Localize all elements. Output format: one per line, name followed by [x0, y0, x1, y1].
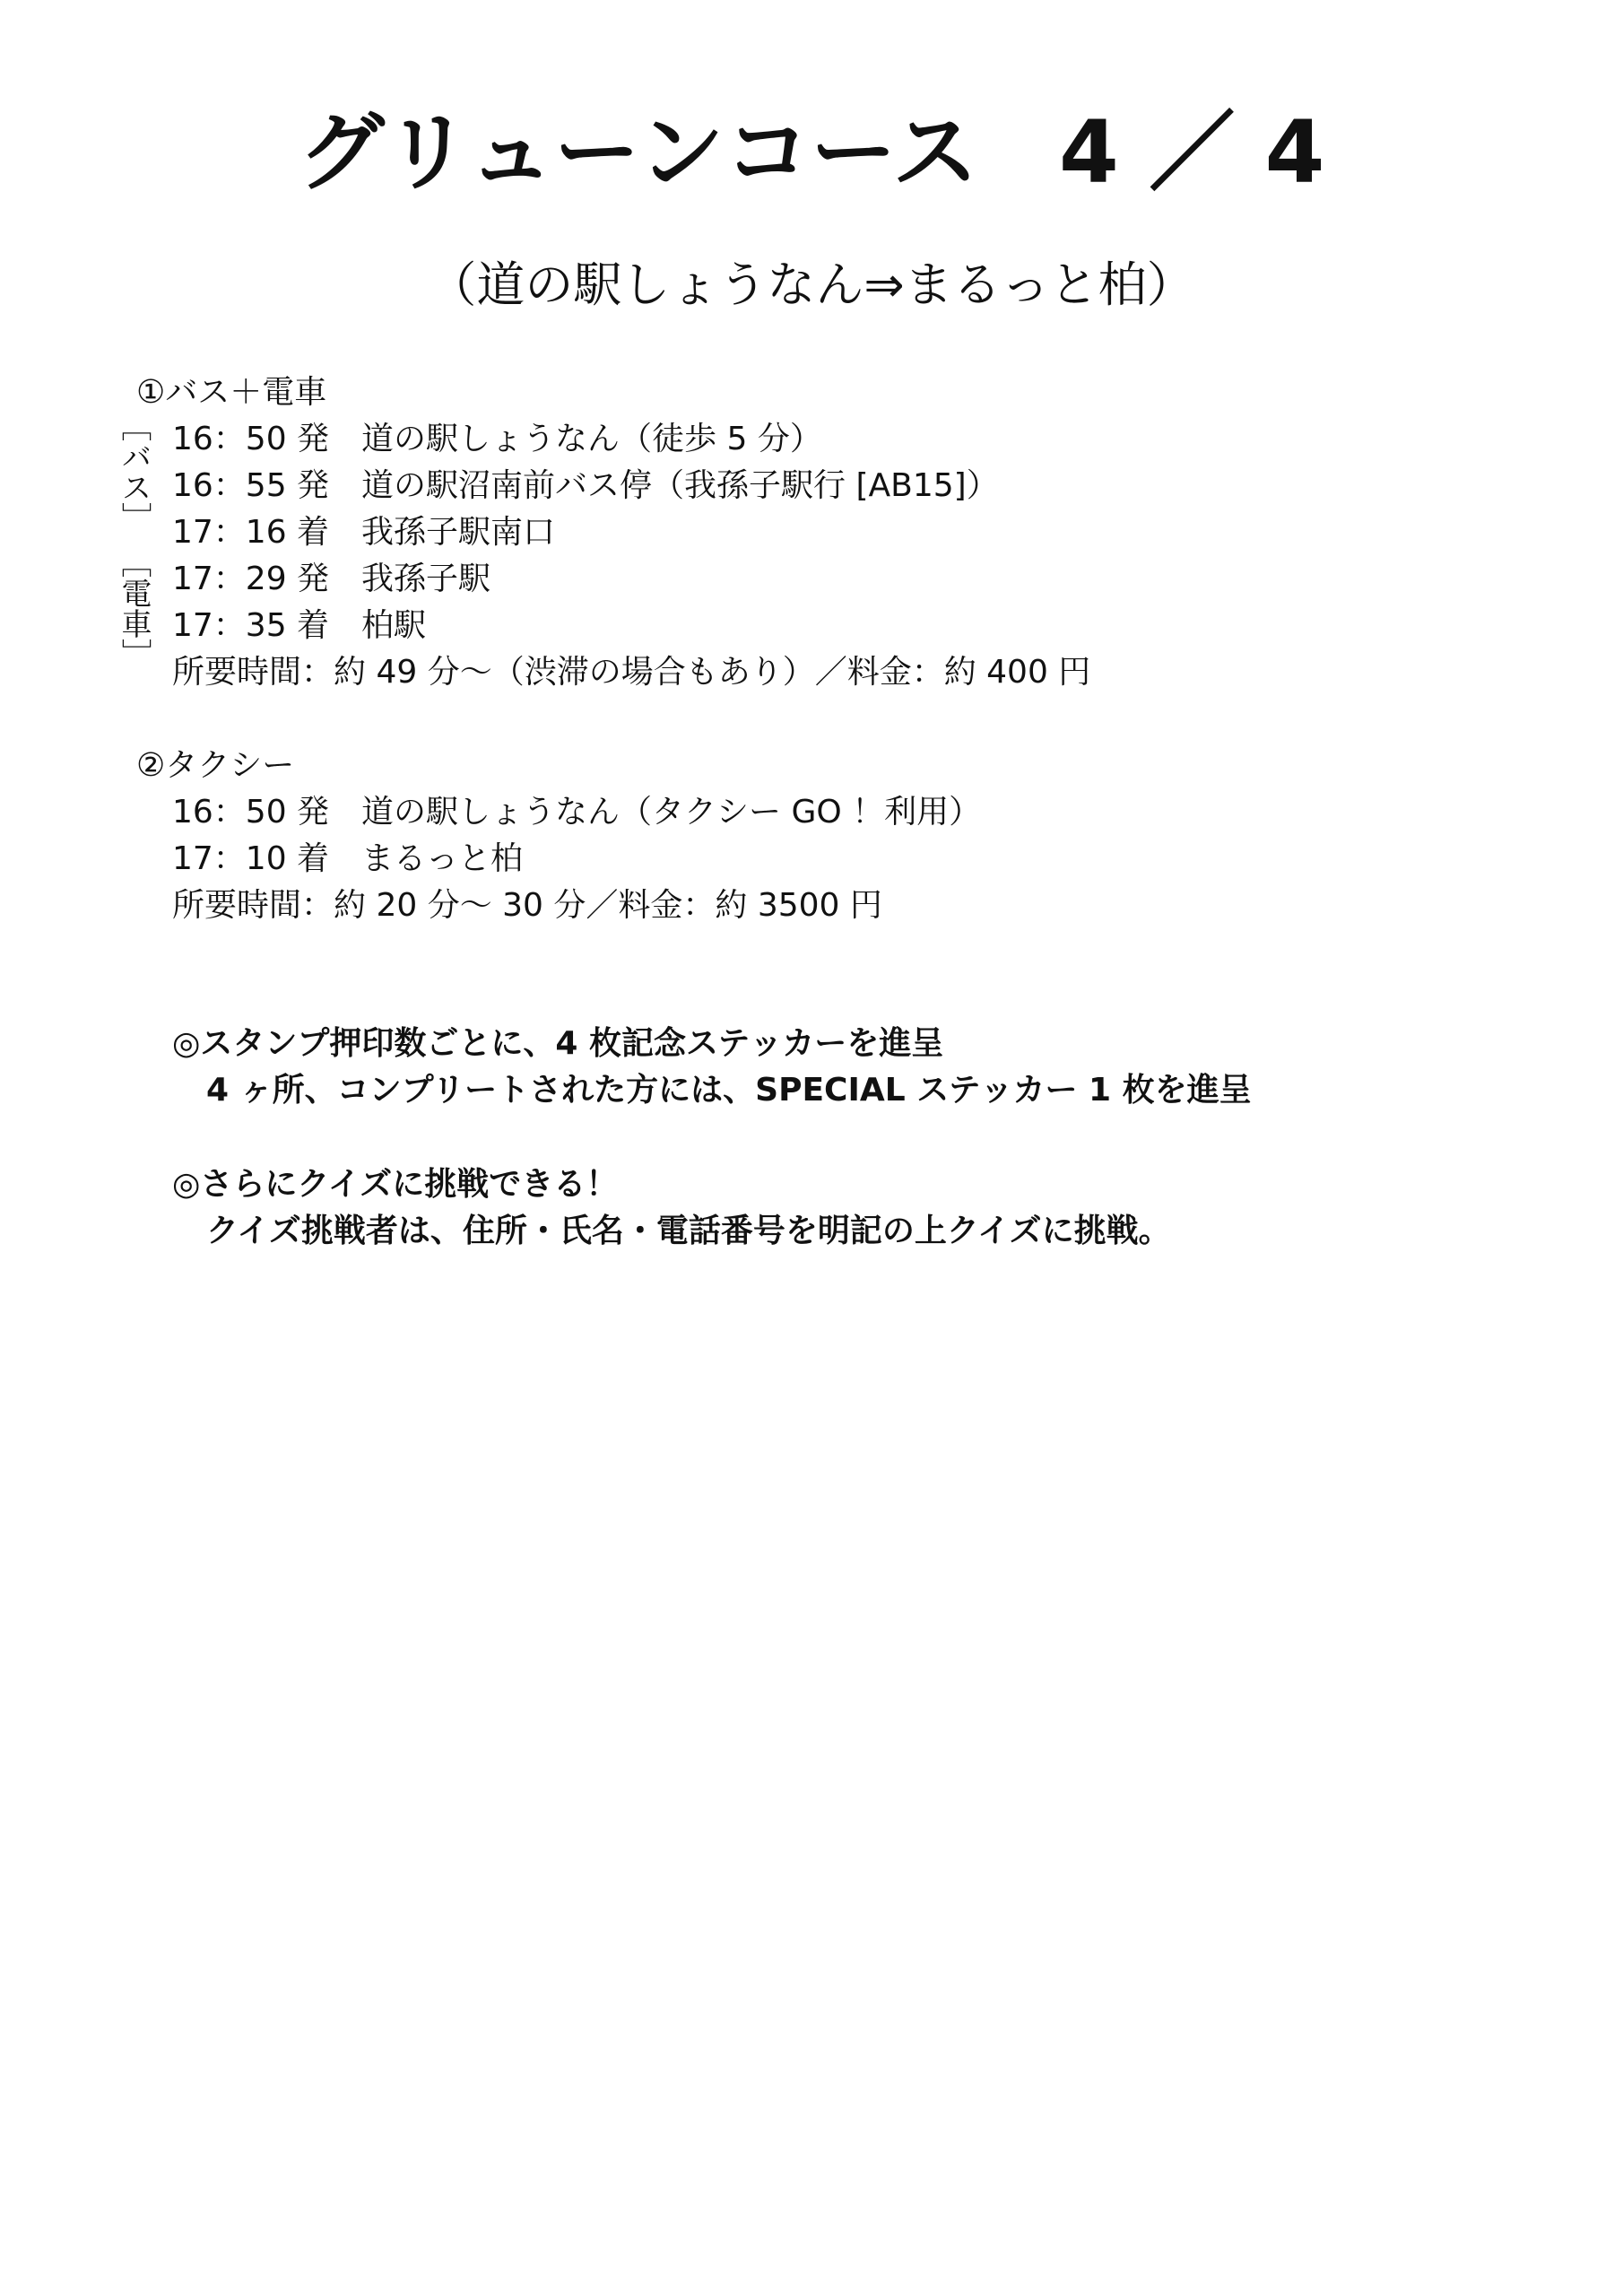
timetable-line: 16：55 発 道の駅沼南前バス停（我孫子駅行 [AB15]）	[172, 467, 999, 504]
route-taxi	[136, 743, 1535, 929]
timetable-line: 17：16 着 我孫子駅南口	[172, 514, 556, 551]
stamp-sticker-note	[172, 1021, 1571, 1114]
side-label-bus: ［バス］	[116, 411, 152, 533]
timetable-line: 16：50 発 道の駅しょうなん（タクシー GO ！利用）	[172, 794, 982, 831]
duration-fare-line: 所要時間：約 20 分～ 30 分／料金：約 3500 円	[172, 887, 882, 924]
note-line: ◎さらにクイズに挑戦できる！	[172, 1166, 619, 1203]
route-heading: ①バス＋電車	[136, 374, 327, 411]
timetable-line: 17：29 発 我孫子駅	[172, 561, 491, 597]
note-line: ◎スタンプ押印数ごとに、4 枚記念ステッカーを進呈	[172, 1025, 944, 1062]
route-bus-train	[136, 370, 1535, 696]
note-line: クイズ挑戦者は、住所・氏名・電話番号を明記の上クイズに挑戦。	[206, 1213, 1171, 1249]
route-subtitle: （道の駅しょうなん⇒まるっと柏）	[428, 257, 1195, 313]
timetable-line: 17：10 着 まるっと柏	[172, 840, 524, 877]
route-heading: ②タクシー	[136, 747, 295, 784]
page-title	[0, 94, 1623, 211]
timetable-line: 17：35 着 柏駅	[172, 607, 427, 644]
timetable-line: 16：50 発 道の駅しょうなん（徒歩 5 分）	[172, 421, 822, 457]
page-counter: 4 ／ 4	[1058, 102, 1325, 203]
course-name: グリューンコース	[298, 102, 978, 203]
note-line: 4 ヶ所、コンプリートされた方には、SPECIAL ステッカー 1 枚を進呈	[206, 1072, 1252, 1109]
quiz-note	[172, 1161, 1571, 1255]
side-label-train: ［電車］	[116, 547, 152, 669]
duration-fare-line: 所要時間：約 49 分～（渋滞の場合もあり）／料金：約 400 円	[172, 654, 1091, 691]
